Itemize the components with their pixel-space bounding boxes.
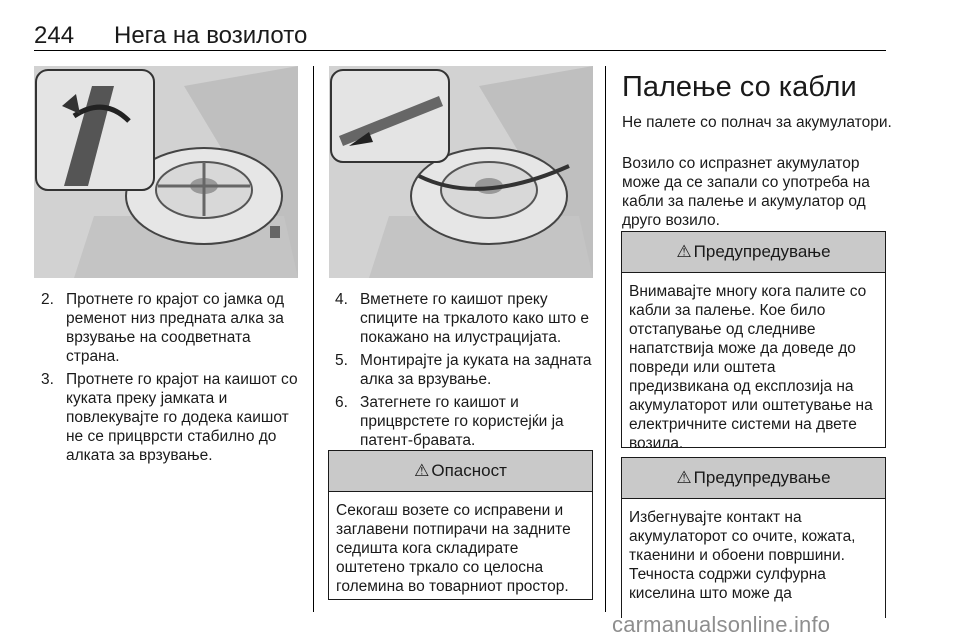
warning-box-header [622,458,885,499]
chapter-title: Нега на возилото [114,22,308,49]
danger-box [328,450,593,600]
step-text: Протнете го крајот со јамка од ременот низ предната алка за врзување на соодветната страна. [66,291,284,365]
step-text: Монтирајте ја куката на задната алка за врзување. [360,352,592,388]
steps-list-middle [335,290,597,454]
steps-list-left [41,290,299,469]
list-item [41,370,299,465]
list-item [41,290,299,366]
strap-through-spokes-illustration [329,66,593,278]
warning-box-title: Предупредување [693,468,831,487]
step-number: 4. [335,291,348,308]
step-text: Протнете го крајот на каишот со куката преку јамката и повлекувајте го додека каишот не се прицврсти стабилно до алката за врзување. [66,371,298,464]
page-number: 244 [34,22,75,49]
list-item [335,393,597,450]
danger-box-header [329,451,592,492]
warning-box-1 [621,231,886,452]
warning-box-text: Избегнувајте контакт на акумулаторот со очите, кожата, ткаенини и обоени површини. Течноста содржи сулфурна киселина што може да [629,509,856,602]
step-text: Затегнете го каишот и прицврстете го користејќи ја патент-бравата. [360,394,564,449]
warning-box-title: Предупредување [693,242,831,261]
section-paragraph-1: Не палете со полнач за акумулатори. [622,114,892,131]
step-text: Вметнете го каишот преку спиците на тркалото како што е покажано на илустрацијата. [360,291,590,346]
list-item [335,290,597,347]
header-rule [34,50,886,51]
warning-box-text: Внимавајте многу кога палите со кабли за палење. Кое било отстапување од следниве напатствија може да доведе до повреди или оштета предизвикана од експлозија на акумулаторот или оштетување на електричните системи на двете возила. [629,283,873,452]
spare-wheel-strap-illustration [34,66,298,278]
danger-box-title: Опасност [431,461,507,480]
list-item [335,351,597,389]
column-divider-right [605,66,606,612]
warning-box-2 [621,457,886,618]
page-header [34,22,886,52]
danger-box-text: Секогаш возете со исправени и заглавени потпирачи на задните седишта кога складирате оштетено тркало со целосна големина во товарниот простор. [336,502,571,595]
step-number: 5. [335,352,348,369]
watermark-text: carmanualsonline.info [612,612,831,637]
warning-triangle-icon: ⚠ [676,468,692,487]
step-number: 2. [41,291,54,308]
section-paragraph-2: Возило со испразнет акумулатор може да се запали со употреба на кабли за палење и акумулатор од друго возило. [622,155,870,229]
column-divider-left [313,66,314,612]
step-number: 3. [41,371,54,388]
warning-triangle-icon: ⚠ [414,461,430,480]
section-title: Палење со кабли [622,71,857,103]
warning-triangle-icon: ⚠ [676,242,692,261]
step-number: 6. [335,394,348,411]
warning-box-header [622,232,885,273]
